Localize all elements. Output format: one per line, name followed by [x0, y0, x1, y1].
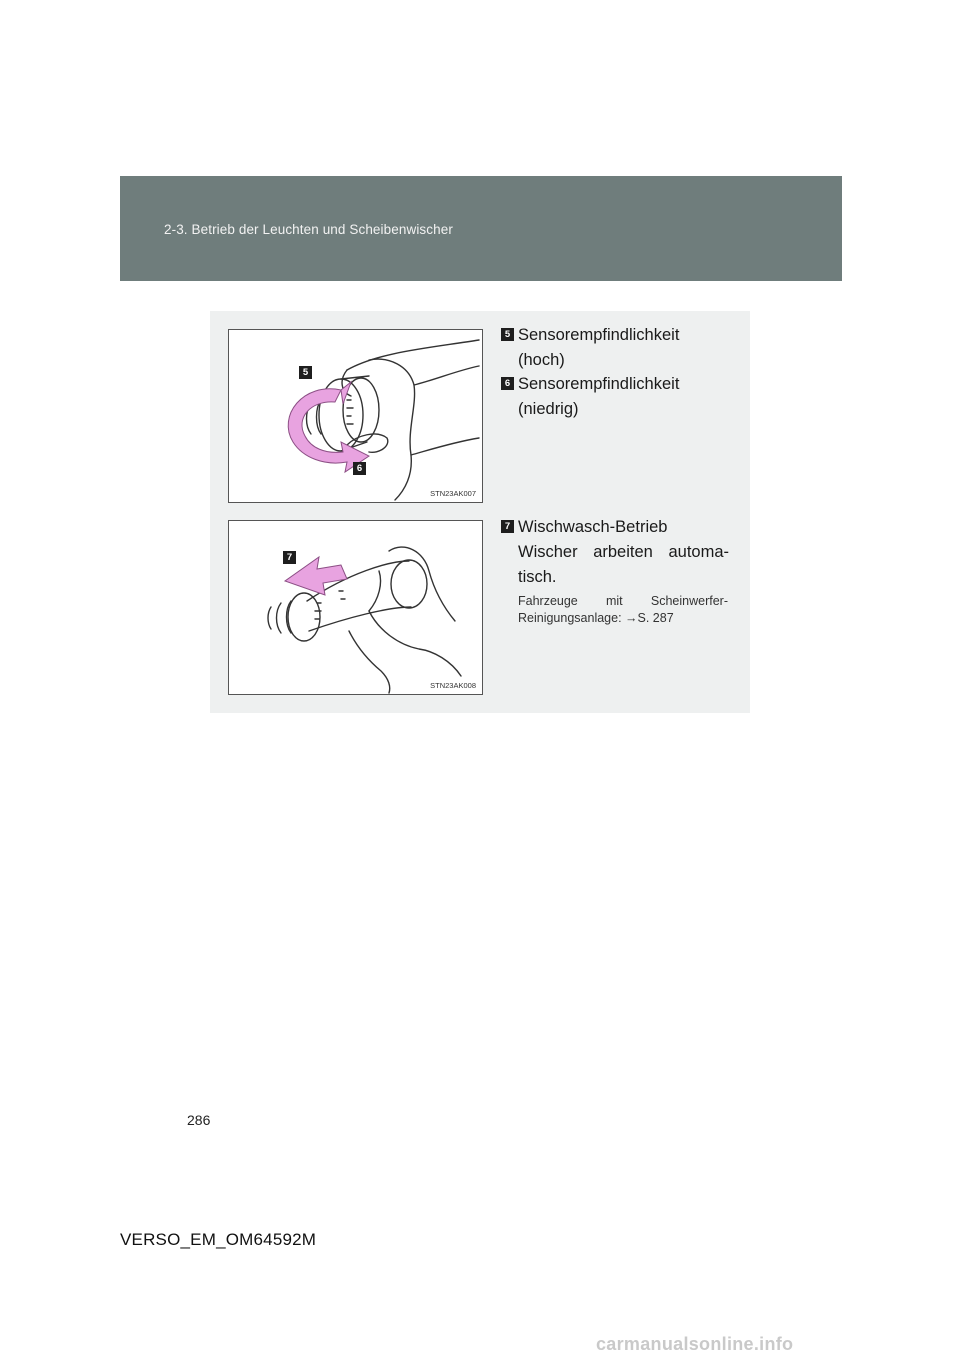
note-page-reference[interactable]: Reinigungsanlage: →S. 287 [518, 611, 674, 625]
section-header-bar [120, 176, 842, 281]
hand-turning-knob-illustration [229, 330, 483, 503]
item-text-line: tisch. [518, 568, 557, 586]
item-number: 6 [501, 377, 514, 390]
watermark: carmanualsonline.info [596, 1334, 794, 1354]
figure-wash-operation [228, 520, 483, 695]
headlamp-cleaner-note [518, 593, 728, 627]
section-title: 2-3. Betrieb der Leuchten und Scheibenwischer [164, 222, 453, 237]
callout-5-badge: 5 [299, 366, 312, 379]
item-number: 7 [501, 520, 514, 533]
item-sensitivity-low [501, 372, 729, 422]
item-number: 5 [501, 328, 514, 341]
item-text-line: (hoch) [518, 351, 565, 369]
note-line: Fahrzeuge mit Scheinwerfer- [518, 594, 728, 608]
item-sensitivity-high [501, 323, 729, 373]
item-text-line: Wischer arbeiten automa- [518, 543, 729, 561]
figure-sensor-sensitivity [228, 329, 483, 503]
figure-code: STN23AK007 [430, 489, 476, 498]
callout-7-badge: 7 [283, 551, 296, 564]
callout-6-badge: 6 [353, 462, 366, 475]
figure-code: STN23AK008 [430, 681, 476, 690]
item-text-line: Sensorempfindlichkeit [518, 375, 680, 393]
hand-pulling-lever-illustration [229, 521, 483, 695]
item-text-line: Sensorempfindlichkeit [518, 326, 680, 344]
item-wash-operation [501, 515, 729, 590]
item-text-line: (niedrig) [518, 400, 579, 418]
item-text-line: Wischwasch-Betrieb [518, 518, 668, 536]
illustration-panel [210, 311, 750, 713]
page-number: 286 [187, 1112, 211, 1128]
document-code: VERSO_EM_OM64592M [120, 1230, 317, 1249]
